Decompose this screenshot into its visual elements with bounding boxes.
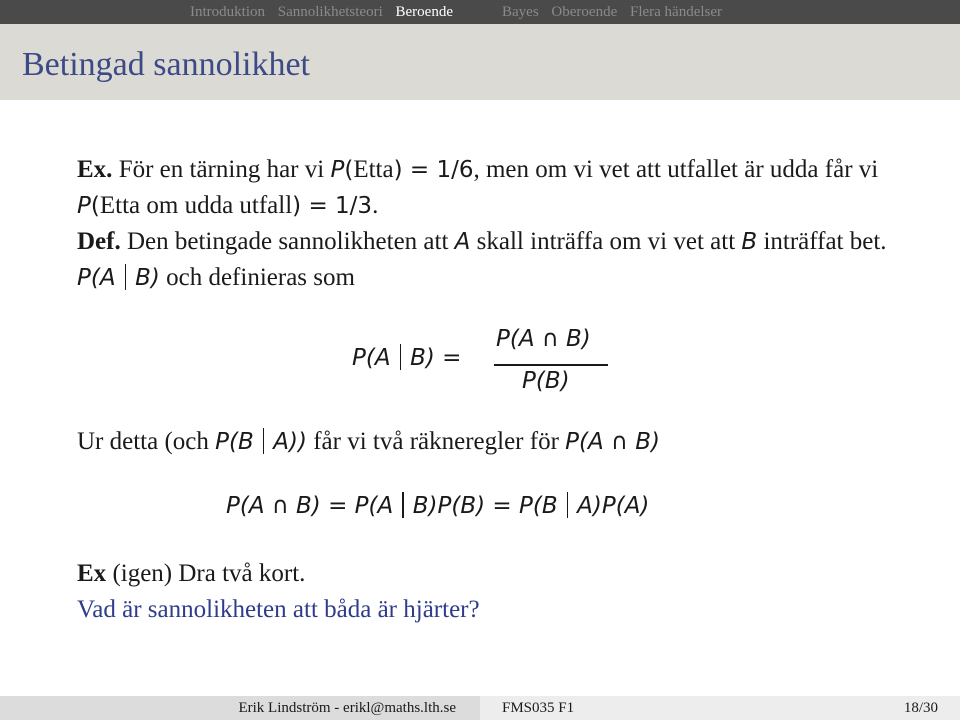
footer-author-box <box>0 696 480 720</box>
event-etta: Etta <box>353 156 394 183</box>
intersection-prob: P(A ∩ B) <box>565 429 660 455</box>
section-navbar <box>0 0 960 24</box>
given-bar <box>567 492 569 518</box>
prob-symbol: P <box>77 193 91 219</box>
nav-item-oberoende[interactable]: Oberoende <box>551 4 618 20</box>
formula-numerator: P(A ∩ B) <box>496 326 591 352</box>
frame-title: Betingad sannolikhet <box>22 46 311 83</box>
definition-text-3: inträffat bet. <box>763 228 887 255</box>
rules-text-1: Ur detta (och <box>77 428 209 455</box>
value-one-third: = 1/3 <box>301 193 373 219</box>
event-etta-udda: Etta om udda utfall <box>99 192 293 219</box>
rules-paragraph <box>77 424 660 460</box>
definition-formula <box>352 326 612 402</box>
nav-left-group <box>190 0 462 24</box>
example-2-text: (igen) Dra två kort. <box>112 560 306 587</box>
paren-open: ( <box>344 157 354 183</box>
example-label: Ex. <box>77 156 113 183</box>
slide-footer <box>0 696 960 720</box>
definition-text-2: skall inträffa om vi vet att <box>476 228 736 255</box>
footer-course: FMS035 F1 <box>502 700 575 716</box>
given-bar <box>263 428 265 454</box>
multiplication-rule-formula: P(A ∩ B) = P(A B)P(B) = P(B A)P(A) <box>226 493 650 519</box>
nav-right-group <box>502 0 731 24</box>
formula-denominator: P(B) <box>522 368 570 394</box>
footer-page-number: 18/30 <box>903 700 938 716</box>
conditional-prob-b-given-a: P(B A)) <box>215 429 307 455</box>
event-a: A <box>454 229 471 255</box>
example-text-1: För en tärning har vi <box>118 156 325 183</box>
nav-item-bayes[interactable]: Bayes <box>502 4 539 20</box>
formula-lhs: P(A B) = <box>352 345 462 371</box>
rules-text-2: får vi två räkneregler för <box>313 428 559 455</box>
paren-close: ) <box>292 193 302 219</box>
example-2-paragraph <box>77 556 480 628</box>
example-2-question: Vad är sannolikheten att båda är hjärter? <box>77 596 480 623</box>
paren-open: ( <box>90 193 100 219</box>
value-one-sixth: = 1/6 <box>402 157 474 183</box>
nav-item-beroende[interactable]: Beroende <box>395 4 453 20</box>
example-2-line <box>77 556 480 592</box>
prob-symbol: P <box>330 157 345 183</box>
event-b: B <box>741 229 758 255</box>
example-text-2: , men om vi vet att utfallet är udda får vi <box>473 156 879 183</box>
example-paragraph <box>77 152 897 224</box>
given-bar <box>125 264 127 290</box>
definition-text-1: Den betingade sannolikheten att <box>126 228 449 255</box>
example-2-label: Ex <box>77 560 107 587</box>
footer-author: Erik Lindström - erikl@maths.lth.se <box>238 700 456 716</box>
fraction-line <box>494 364 608 366</box>
conditional-prob-inline: P(A B) <box>77 265 160 291</box>
period: . <box>372 192 379 219</box>
paren-close: ) <box>393 157 403 183</box>
footer-course-box <box>480 696 960 720</box>
given-bar <box>402 492 404 518</box>
nav-item-sannolikhetsteori[interactable]: Sannolikhetsteori <box>277 4 383 20</box>
definition-paragraph <box>77 224 897 296</box>
definition-text-4: och definieras som <box>166 264 355 291</box>
slide-content <box>77 152 897 296</box>
nav-item-introduktion[interactable]: Introduktion <box>190 4 265 20</box>
nav-item-flera-handelser[interactable]: Flera händelser <box>629 4 723 20</box>
given-bar <box>400 344 402 370</box>
frame-title-bar <box>0 24 960 100</box>
definition-label: Def. <box>77 228 121 255</box>
